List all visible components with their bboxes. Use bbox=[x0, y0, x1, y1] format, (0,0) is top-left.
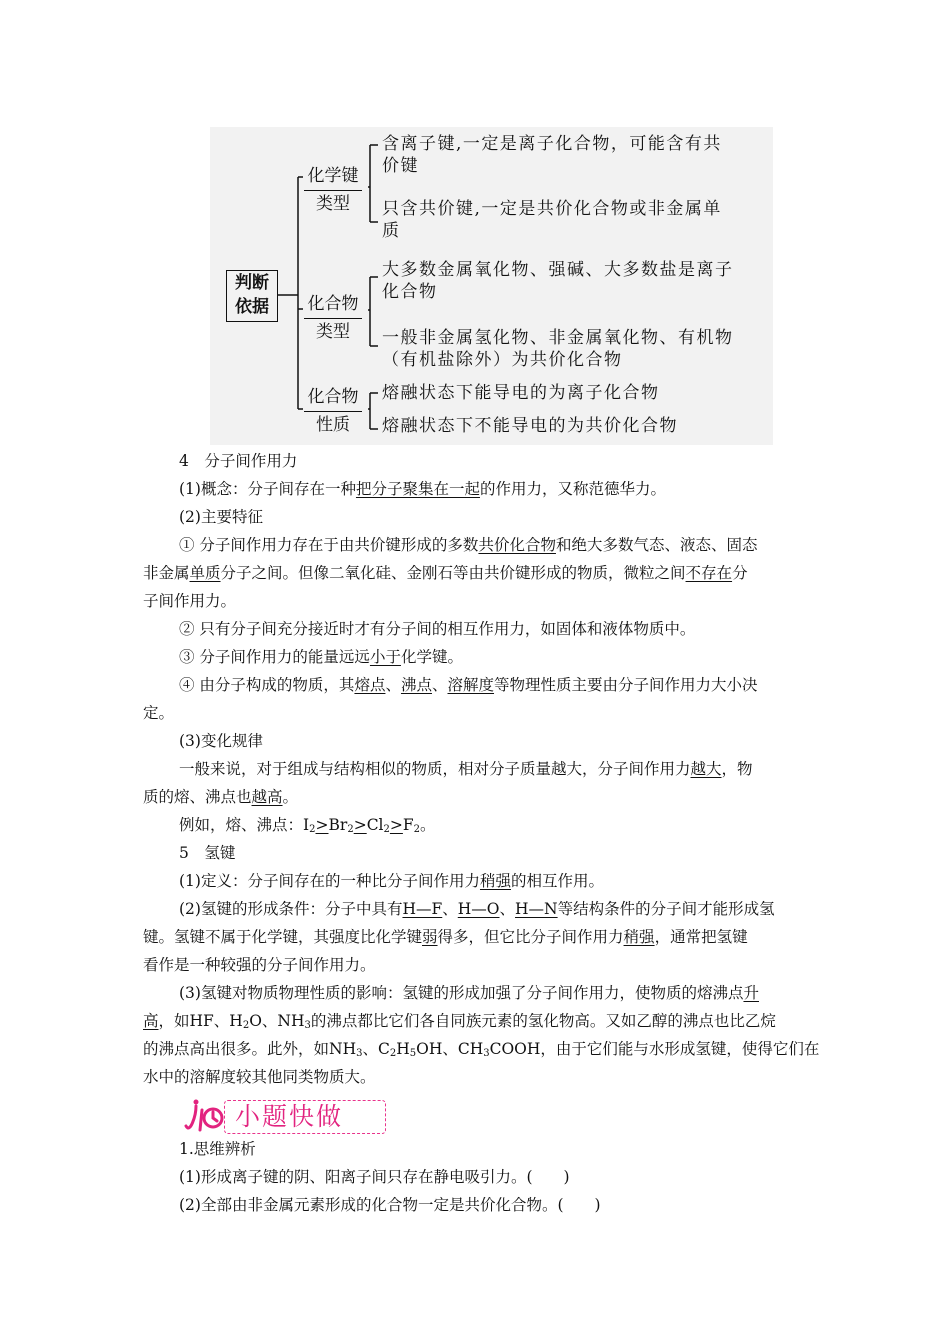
leaf-line: 只含共价键,一定是共价化合物或非金属单 bbox=[382, 199, 722, 219]
leaf-molten-conductive bbox=[382, 382, 752, 404]
sec4-feature-2: ② 只有分子间充分接近时才有分子间的相互作用力，如固体和液体物质中。 bbox=[179, 620, 696, 638]
category-line2: 类型 bbox=[316, 322, 350, 342]
sec4-feature-4-end: 定。 bbox=[143, 704, 175, 722]
sec5-conditions-cont: 键。氢键不属于化学键，其强度比化学键弱得多，但它比分子间作用力稍强，通常把氢键 bbox=[143, 928, 748, 946]
sec5-conditions-end: 看作是一种较强的分子间作用力。 bbox=[143, 956, 376, 974]
sec4-feature-4: ④ 由分子构成的物质，其熔点、沸点、溶解度等物理性质主要由分子间作用力大小决 bbox=[179, 676, 758, 694]
leaf-line: 含离子键,一定是离子化合物，可能含有共 bbox=[382, 134, 722, 154]
category-line1: 化合物 bbox=[307, 294, 359, 314]
sec5-effects-end: 水中的溶解度较其他同类物质大。 bbox=[143, 1068, 376, 1086]
sec4-feature-1: ① 分子间作用力存在于由共价键形成的多数共价化合物和绝大多数气态、液态、固态 bbox=[179, 536, 758, 554]
sec4-feature-1-end: 子间作用力。 bbox=[143, 592, 237, 610]
leaf-ionic-bond bbox=[382, 133, 752, 177]
root-line-2: 依据 bbox=[235, 297, 269, 317]
category-line1: 化合物 bbox=[307, 387, 359, 407]
leaf-line: 熔融状态下不能导电的为共价化合物 bbox=[382, 416, 678, 436]
category-compound-property bbox=[298, 384, 368, 438]
leaf-line: 质 bbox=[382, 221, 401, 241]
section-4-heading: 4 分子间作用力 bbox=[179, 452, 298, 470]
sec5-effects: (3)氢键对物质物理性质的影响：氢键的形成加强了分子间作用力，使物质的熔沸点升 bbox=[179, 984, 759, 1002]
leaf-molten-nonconductive bbox=[382, 415, 752, 437]
category-chemical-bond bbox=[298, 163, 368, 217]
sec5-definition: (1)定义：分子间存在的一种比分子间作用力稍强的相互作用。 bbox=[179, 872, 604, 890]
root-line-1: 判断 bbox=[235, 273, 269, 293]
practice-heading: 1.思维辨析 bbox=[179, 1140, 256, 1158]
leaf-nonmetal-hydrides bbox=[382, 327, 752, 371]
category-line2: 类型 bbox=[316, 194, 350, 214]
category-line2: 性质 bbox=[316, 415, 350, 435]
banner-logo-icon bbox=[180, 1096, 226, 1136]
leaf-line: 熔融状态下能导电的为离子化合物 bbox=[382, 383, 660, 403]
sec4-concept: (1)概念：分子间存在一种把分子聚集在一起的作用力，又称范德华力。 bbox=[179, 480, 666, 498]
leaf-line: 大多数金属氧化物、强碱、大多数盐是离子 bbox=[382, 260, 734, 280]
category-line1: 化学键 bbox=[307, 166, 359, 186]
classification-diagram bbox=[210, 127, 773, 445]
sec4-feature-3: ③ 分子间作用力的能量远远小于化学键。 bbox=[179, 648, 463, 666]
practice-question-2: (2)全部由非金属元素形成的化合物一定是共价化合物。( ) bbox=[179, 1196, 601, 1214]
category-compound-type bbox=[298, 291, 368, 345]
leaf-metal-oxides bbox=[382, 259, 752, 303]
section-5-heading: 5 氢键 bbox=[179, 844, 236, 862]
sec4-features-heading: (2)主要特征 bbox=[179, 508, 263, 526]
sec5-effects-cont-2: 的沸点高出很多。此外，如$NH_3$、$C_2H_5OH$、$CH_3COOH$，由于它们能与水形成氢键，使得它们在 bbox=[143, 1040, 820, 1059]
leaf-line: 价键 bbox=[382, 156, 419, 176]
sec4-example: 例如，熔、沸点：$I_2>Br_2>Cl_2>F_2$。 bbox=[179, 816, 436, 835]
leaf-line: 一般非金属氢化物、非金属氧化物、有机物 bbox=[382, 328, 734, 348]
leaf-line: （有机盐除外）为共价化合物 bbox=[382, 350, 623, 370]
leaf-covalent-only bbox=[382, 198, 752, 242]
sec5-conditions: (2)氢键的形成条件：分子中具有H—F、H—O、H—N等结构条件的分子间才能形成氢 bbox=[179, 900, 775, 918]
practice-question-1: (1)形成离子键的阴、阳离子间只存在静电吸引力。( ) bbox=[179, 1168, 570, 1186]
root-node bbox=[226, 270, 278, 322]
leaf-line: 化合物 bbox=[382, 282, 438, 302]
sec4-rule-cont: 质的熔、沸点也越高。 bbox=[143, 788, 299, 806]
quick-practice-banner bbox=[180, 1096, 380, 1136]
sec4-feature-1-cont: 非金属单质分子之间。但像二氧化硅、金刚石等由共价键形成的物质，微粒之间不存在分 bbox=[143, 564, 748, 582]
sec4-rule: 一般来说，对于组成与结构相似的物质，相对分子质量越大，分子间作用力越大，物 bbox=[179, 760, 753, 778]
banner-title: 小题快做 bbox=[224, 1100, 386, 1134]
sec4-rule-heading: (3)变化规律 bbox=[179, 732, 263, 750]
sec5-effects-cont: 高，如HF、$H_2O$、$NH_3$的沸点都比它们各自同族元素的氢化物高。又如乙醇的沸点也比乙烷 bbox=[143, 1012, 776, 1031]
